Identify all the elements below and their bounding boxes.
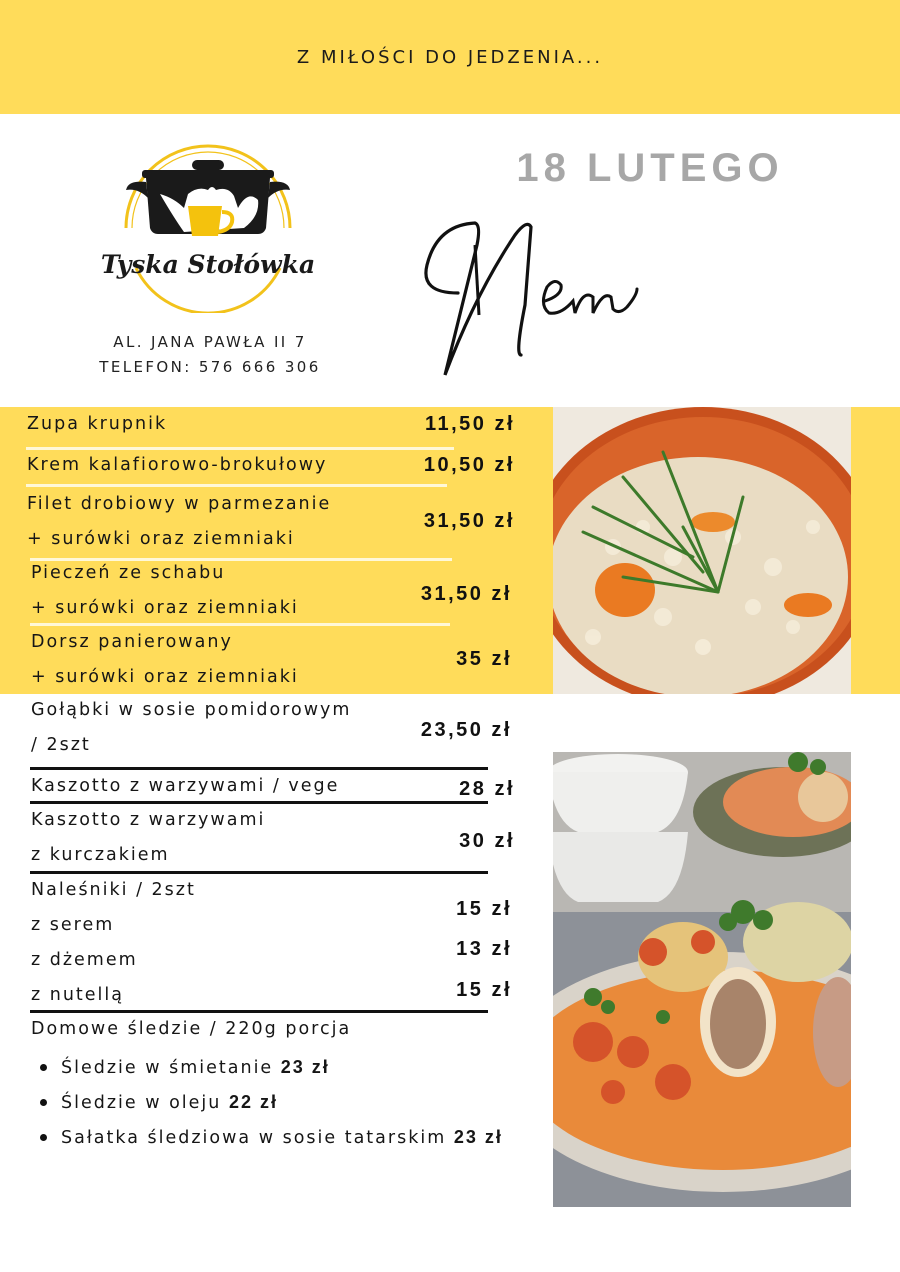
menu-item-name: Domowe śledzie / 220g porcja (31, 1019, 352, 1039)
menu-item-price: 28 zł (459, 778, 515, 800)
menu-item-name: Pieczeń ze schabu (31, 563, 226, 583)
menu-item-name: Filet drobiowy w parmezanie (27, 494, 332, 514)
menu-item-price: 31,50 zł (420, 583, 512, 605)
menu-item-price: 35 zł (456, 648, 512, 670)
divider (30, 767, 488, 770)
menu-item-name: Krem kalafiorowo-brokułowy (27, 455, 328, 475)
golabki-photo (553, 752, 851, 1207)
top-banner (0, 0, 900, 114)
menu-item-subtext: + surówki oraz ziemniaki (27, 529, 295, 549)
menu-item-price: 11,50 zł (424, 413, 515, 435)
list-item (40, 1085, 503, 1120)
divider (30, 623, 450, 626)
option-name: Śledzie w śmietanie (61, 1057, 274, 1078)
soup-photo (553, 407, 851, 694)
menu-item-name: Zupa krupnik (27, 414, 168, 434)
menu-item-subtext: z kurczakiem (31, 845, 170, 865)
menu-item-price: 30 zł (459, 830, 515, 852)
sledzie-options-list (40, 1050, 503, 1155)
brand-name: Tyska Stołówka (100, 250, 316, 279)
menu-item-price: 23,50 zł (420, 719, 512, 741)
bullet-icon (40, 1134, 47, 1141)
menu-option-name: z nutellą (31, 985, 125, 1005)
address: AL. JANA PAWŁA II 7 (113, 333, 307, 351)
menu-item-price: 10,50 zł (423, 454, 515, 476)
option-price: 23 zł (280, 1057, 330, 1077)
divider (26, 447, 454, 450)
svg-text:Menu: Menu (415, 205, 418, 206)
menu-date: 18 LUTEGO (516, 146, 784, 190)
tagline: Z MIŁOŚCI DO JEDZENIA... (296, 46, 604, 68)
contact-block (60, 330, 360, 380)
menu-item-name: Kaszotto z warzywami (31, 810, 266, 830)
menu-option-price: 13 zł (456, 938, 512, 960)
list-item (40, 1050, 503, 1085)
menu-option-name: z dżemem (31, 950, 138, 970)
menu-item-subtext: / 2szt (31, 735, 91, 755)
menu-option-price: 15 zł (456, 979, 512, 1001)
logo (88, 128, 328, 313)
option-name: Śledzie w oleju (61, 1092, 222, 1113)
divider (26, 484, 447, 487)
pot-teapot-cup-logo-icon (88, 128, 328, 313)
phone: TELEFON: 576 666 306 (99, 358, 321, 376)
bullet-icon (40, 1064, 47, 1071)
menu-item-name: Naleśniki / 2szt (31, 880, 196, 900)
option-price: 23 zł (453, 1127, 503, 1147)
divider (30, 871, 488, 874)
golabki-image (553, 752, 851, 1207)
divider (30, 1010, 488, 1013)
menu-script-title (415, 205, 695, 385)
menu-item-price: 31,50 zł (423, 510, 515, 532)
menu-item-name: Dorsz panierowany (31, 632, 233, 652)
menu-item-name: Kaszotto z warzywami / vege (31, 776, 340, 796)
bullet-icon (40, 1099, 47, 1106)
menu-item-name: Gołąbki w sosie pomidorowym (31, 700, 352, 720)
menu-item-subtext: + surówki oraz ziemniaki (31, 598, 299, 618)
krupnik-soup-image (553, 407, 851, 694)
option-price: 22 zł (228, 1092, 278, 1112)
menu-option-price: 15 zł (456, 898, 512, 920)
option-name: Sałatka śledziowa w sosie tatarskim (61, 1127, 447, 1148)
menu-item-subtext: + surówki oraz ziemniaki (31, 667, 299, 687)
divider (30, 801, 488, 804)
list-item (40, 1120, 503, 1155)
menu-option-name: z serem (31, 915, 115, 935)
menu-script-lettering (415, 205, 695, 385)
divider (30, 558, 452, 561)
